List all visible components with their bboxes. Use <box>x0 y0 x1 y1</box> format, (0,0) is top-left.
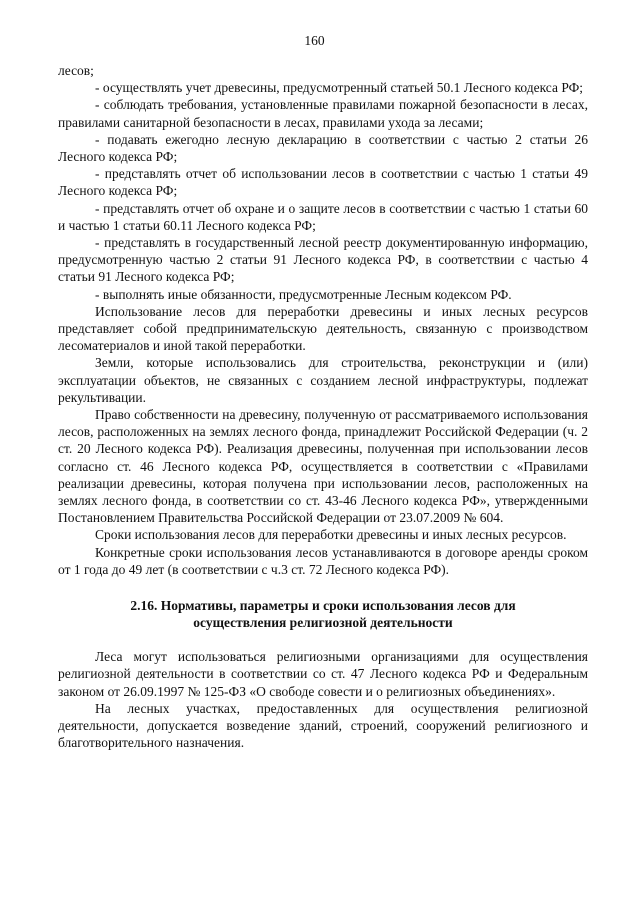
paragraph: Земли, которые использовались для строительства, реконструкции и (или) эксплуатации объектов, не связанных с созданием лесной инфраструктуры, подлежат рекультивации. <box>58 355 588 405</box>
paragraph: лесов; <box>58 63 94 78</box>
paragraph: Использование лесов для переработки древесины и иных лесных ресурсов представляет собой предпринимательскую деятельность, связанную с производством лесоматериалов и иной такой переработки. <box>58 303 588 354</box>
list-item: - соблюдать требования, установленные правилами пожарной безопасности в лесах, правилами санитарной безопасности в лесах, правилами ухода за лесами; <box>58 97 588 130</box>
list-item: - представлять в государственный лесной реестр документированную информацию, предусмотренную частью 2 статьи 91 Лесного кодекса РФ, в соответствии с частью 4 статьи 91 Лесного кодекса РФ; <box>58 235 588 285</box>
paragraph: На лесных участках, предоставленных для осуществления религиозной деятельности, допускается возведение зданий, строений, сооружений религиозного и благотворительного назначения. <box>58 700 588 751</box>
section-heading-line: 2.16. Нормативы, параметры и сроки использования лесов для <box>130 598 516 614</box>
list-item: - представлять отчет об охране и о защите лесов в соответствии с частью 1 статьи 60 и частью 1 статьи 60.11 Лесного кодекса РФ; <box>58 200 588 233</box>
section-heading <box>58 597 588 631</box>
list-item: - выполнять иные обязанности, предусмотренные Лесным кодексом РФ. <box>95 286 512 302</box>
page-number: 160 <box>304 33 325 48</box>
paragraph: Леса могут использоваться религиозными организациями для осуществления религиозной деятельности в соответствии со ст. 47 Лесного кодекса РФ и Федеральным законом от 26.09.1997 № 125-ФЗ «О свободе совести и о религиозных объединениях». <box>58 649 588 699</box>
list-item: - подавать ежегодно лесную декларацию в соответствии с частью 2 статьи 26 Лесного кодекса РФ; <box>58 131 588 165</box>
section-heading-line: осуществления религиозной деятельности <box>193 615 453 631</box>
list-item: - осуществлять учет древесины, предусмотренный статьей 50.1 Лесного кодекса РФ; <box>95 80 584 96</box>
document-body <box>58 62 588 751</box>
paragraph: Конкретные сроки использования лесов устанавливаются в договоре аренды сроком от 1 года до 49 лет (в соответствии с ч.3 ст. 72 Лесного кодекса РФ). <box>58 544 588 577</box>
paragraph: Сроки использования лесов для переработки древесины и иных лесных ресурсов. <box>95 527 567 543</box>
paragraph: Право собственности на древесину, полученную от рассматриваемого использования лесов, расположенных на землях лесного фонда, принадлежит Российской Федерации (ч. 2 ст. 20 Лесного кодекса РФ). Реализация древесины, полученная при использовании лесов согласно ст. 46 Лесного кодекса РФ, осуществляется в соответствии с «Правилами реализации древесины, которая получена при использовании лесов, расположенных на землях лесного фонда, в соответствии со ст. 43-46 Лесного кодекса РФ», утвержденными Постановлением Правительства Российской Федерации от 23.07.2009 № 604. <box>58 407 588 526</box>
list-item: - представлять отчет об использовании лесов в соответствии с частью 1 статьи 49 Лесного кодекса РФ; <box>58 166 588 199</box>
